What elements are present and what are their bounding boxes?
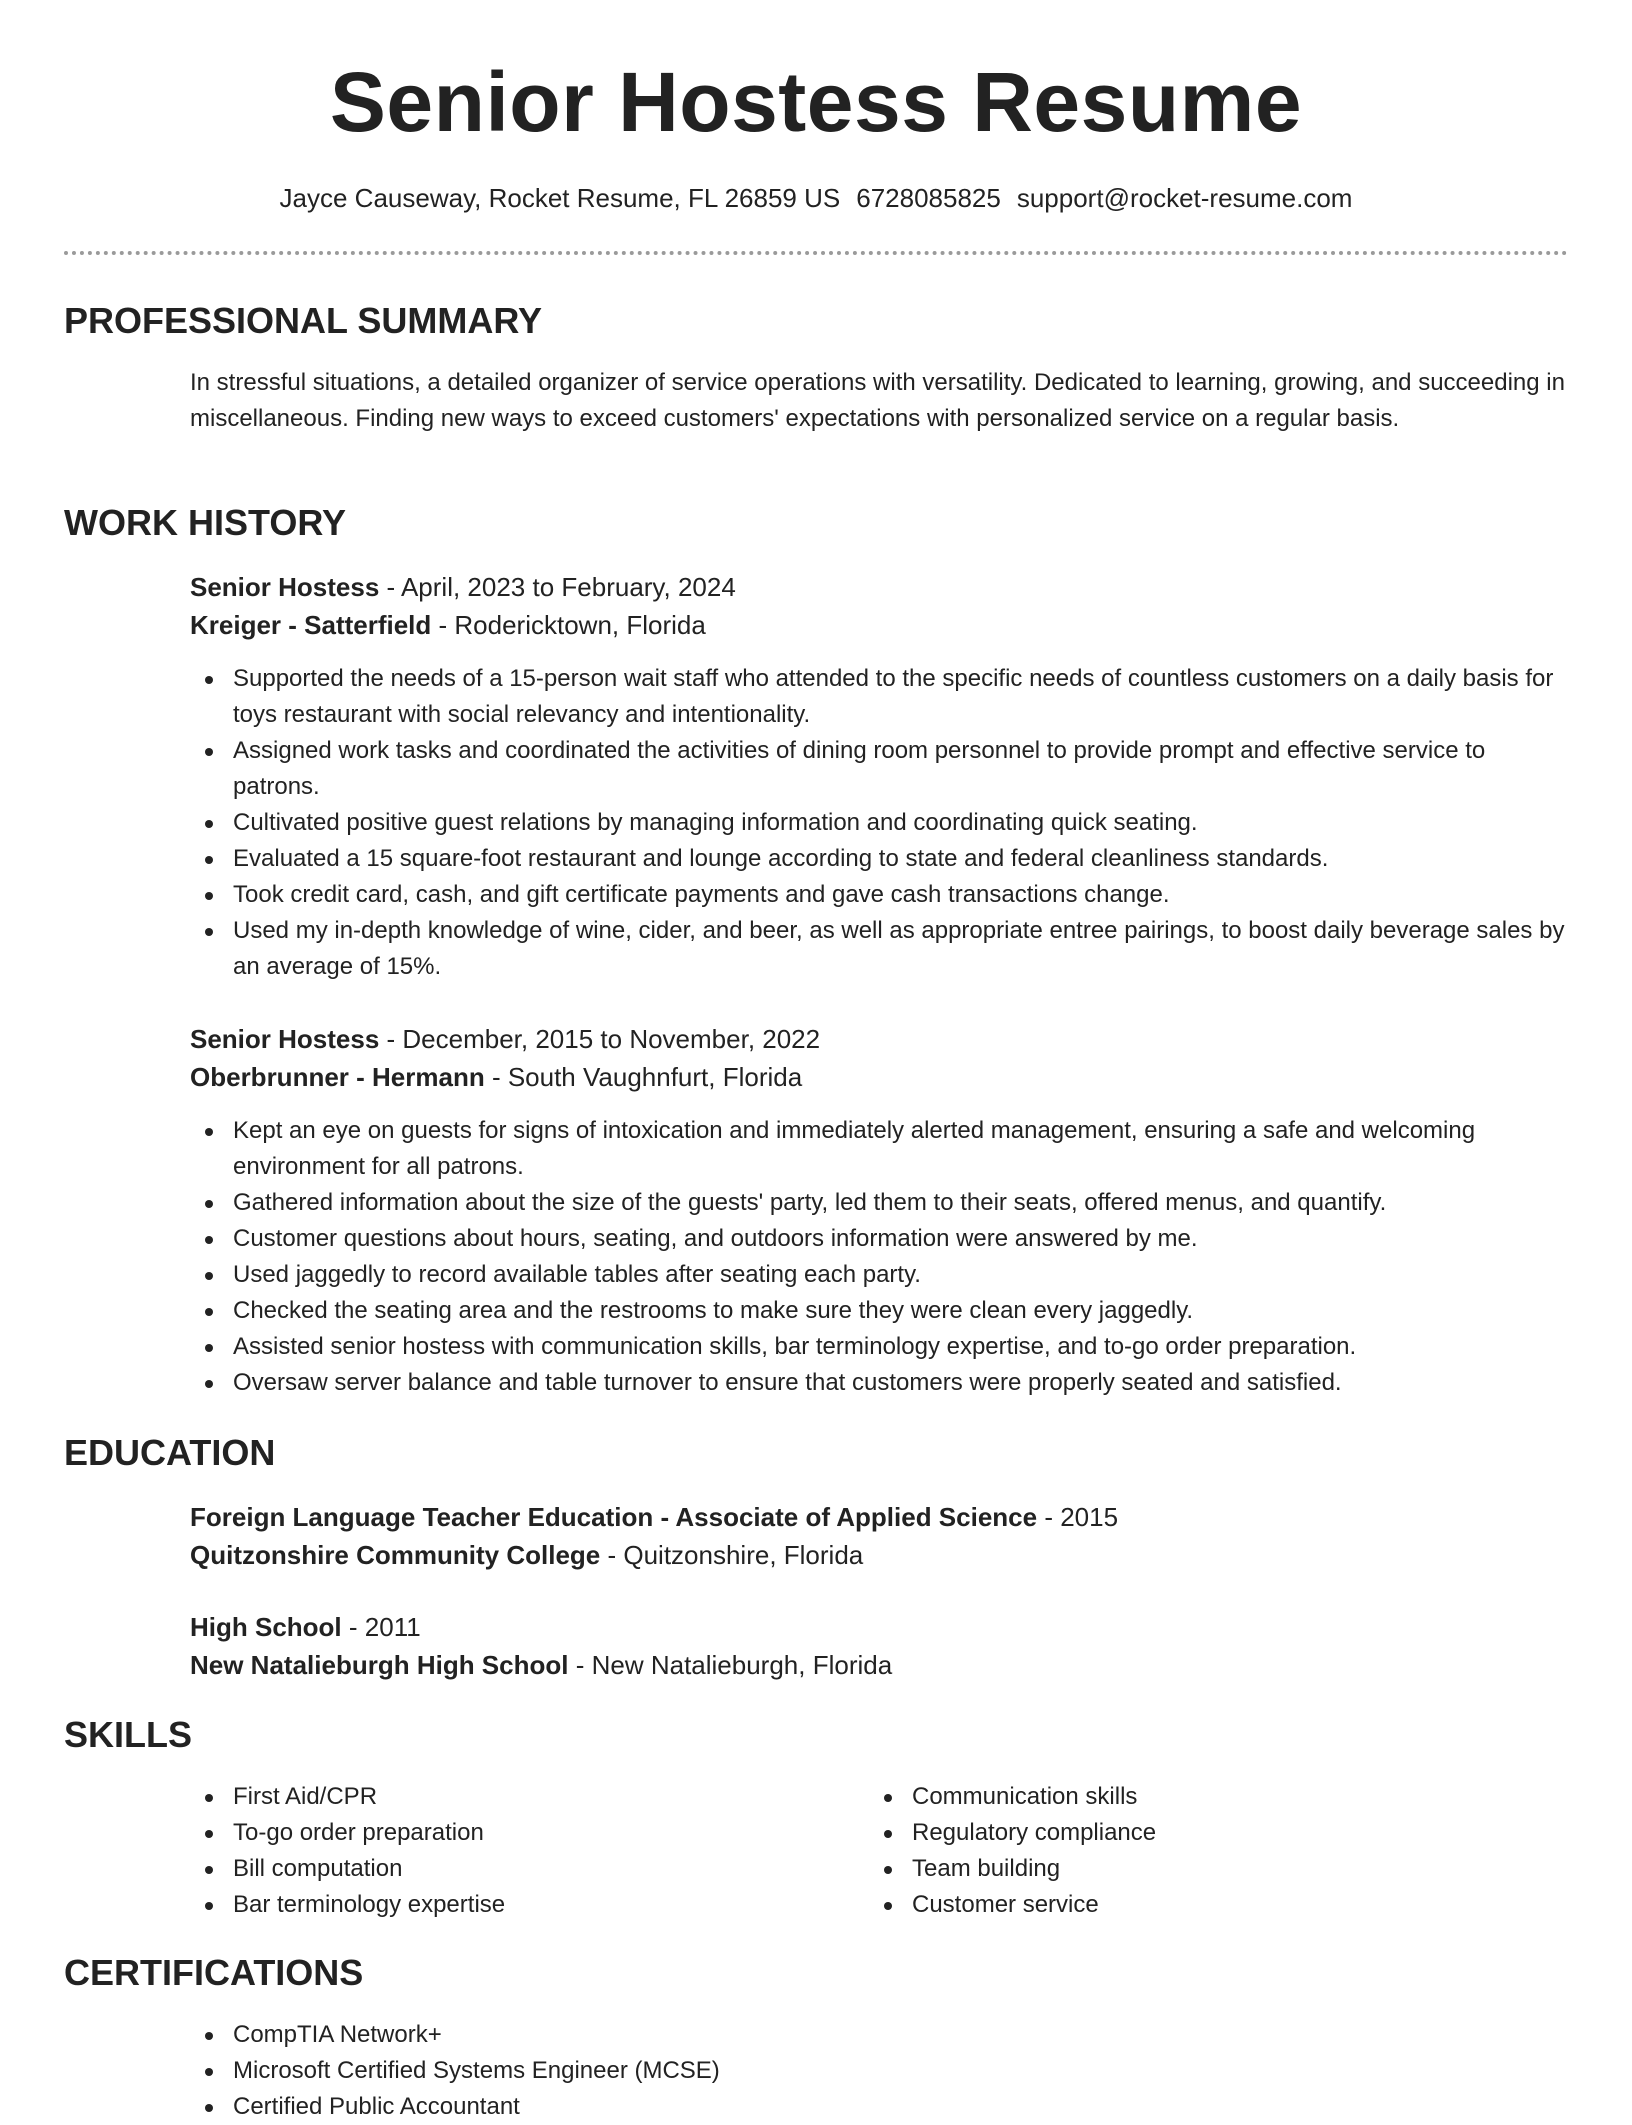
- certifications-list: [190, 2017, 1570, 2125]
- school-location: - New Natalieburgh, Florida: [568, 1650, 893, 1680]
- job-duty: Evaluated a 15 square-foot restaurant and lounge according to state and federal cleanliness standards.: [190, 841, 1570, 877]
- summary-text: In stressful situations, a detailed organizer of service operations with versatility. Dedicated to learning, growing, and succeeding in miscellaneous. Finding new ways to exceed customers' expectations with personalized service on a regular basis.: [190, 369, 1565, 432]
- school-name: Quitzonshire Community College: [190, 1540, 601, 1570]
- job-company-line: [190, 1058, 802, 1096]
- skill-item: Communication skills: [869, 1779, 1529, 1815]
- job-title: Senior Hostess: [190, 1024, 380, 1054]
- job-duty: Took credit card, cash, and gift certificate payments and gave cash transactions change.: [190, 877, 1570, 913]
- contact-address: Jayce Causeway, Rocket Resume, FL 26859 US: [279, 183, 841, 213]
- job-company: Oberbrunner - Hermann: [190, 1062, 485, 1092]
- skill-item: Regulatory compliance: [869, 1815, 1529, 1851]
- job-duty: Checked the seating area and the restrooms to make sure they were clean every jaggedly.: [190, 1293, 1570, 1329]
- skill-item: Customer service: [869, 1887, 1529, 1923]
- skill-item: First Aid/CPR: [190, 1779, 850, 1815]
- job-dates: - December, 2015 to November, 2022: [379, 1024, 821, 1054]
- contact-line: [0, 180, 1632, 216]
- job-duty: Used jaggedly to record available tables after seating each party.: [190, 1257, 1570, 1293]
- skill-item: Bar terminology expertise: [190, 1887, 850, 1923]
- header-divider: [64, 251, 1568, 255]
- skill-item: Team building: [869, 1851, 1529, 1887]
- summary-heading: PROFESSIONAL SUMMARY: [64, 300, 543, 341]
- job-duty: Customer questions about hours, seating, and outdoors information were answered by me.: [190, 1221, 1570, 1257]
- job-title: Senior Hostess: [190, 572, 380, 602]
- job-duty: Supported the needs of a 15-person wait staff who attended to the specific needs of countless customers on a daily basis for toys restaurant with social relevancy and intentionality.: [190, 661, 1570, 733]
- job-company: Kreiger - Satterfield: [190, 610, 432, 640]
- resume-title: Senior Hostess Resume: [329, 55, 1303, 149]
- job-company-line: [190, 606, 706, 644]
- job-duty: Kept an eye on guests for signs of intoxication and immediately alerted management, ensuring a safe and welcoming environment for all patrons.: [190, 1113, 1570, 1185]
- degree-name: High School: [190, 1612, 342, 1642]
- degree-line: [190, 1498, 1118, 1536]
- certification-item: Microsoft Certified Systems Engineer (MCSE): [190, 2053, 1570, 2089]
- job-duties-list: [190, 1113, 1570, 1401]
- job-dates: - April, 2023 to February, 2024: [379, 572, 736, 602]
- job-duty: Cultivated positive guest relations by managing information and coordinating quick seating.: [190, 805, 1570, 841]
- work-history-heading: WORK HISTORY: [64, 502, 347, 543]
- skills-list-left: [190, 1779, 850, 1923]
- job-title-line: [190, 1020, 820, 1058]
- skills-heading: SKILLS: [64, 1714, 193, 1755]
- certification-item: Certified Public Accountant: [190, 2089, 1570, 2125]
- education-heading: EDUCATION: [64, 1432, 276, 1473]
- job-duty: Oversaw server balance and table turnover to ensure that customers were properly seated and satisfied.: [190, 1365, 1570, 1401]
- degree-name: Foreign Language Teacher Education - Associate of Applied Science: [190, 1502, 1038, 1532]
- degree-line: [190, 1608, 421, 1646]
- job-location: - South Vaughnfurt, Florida: [484, 1062, 803, 1092]
- certifications-heading: CERTIFICATIONS: [64, 1952, 364, 1993]
- certification-item: CompTIA Network+: [190, 2017, 1570, 2053]
- job-duty: Used my in-depth knowledge of wine, cider, and beer, as well as appropriate entree pairings, to boost daily beverage sales by an average of 15%.: [190, 913, 1570, 985]
- degree-year: - 2015: [1037, 1502, 1119, 1532]
- job-duties-list: [190, 661, 1570, 985]
- job-duty: Gathered information about the size of the guests' party, led them to their seats, offered menus, and quantify.: [190, 1185, 1570, 1221]
- contact-phone: 6728085825: [856, 183, 1001, 213]
- degree-year: - 2011: [341, 1612, 421, 1642]
- job-duty: Assisted senior hostess with communication skills, bar terminology expertise, and to-go order preparation.: [190, 1329, 1570, 1365]
- school-line: [190, 1646, 892, 1684]
- skill-item: Bill computation: [190, 1851, 850, 1887]
- skills-list-right: [869, 1779, 1529, 1923]
- job-title-line: [190, 568, 736, 606]
- job-location: - Rodericktown, Florida: [431, 610, 706, 640]
- job-duty: Assigned work tasks and coordinated the activities of dining room personnel to provide prompt and effective service to patrons.: [190, 733, 1570, 805]
- school-location: - Quitzonshire, Florida: [600, 1540, 864, 1570]
- school-name: New Natalieburgh High School: [190, 1650, 569, 1680]
- skill-item: To-go order preparation: [190, 1815, 850, 1851]
- school-line: [190, 1536, 863, 1574]
- contact-email: support@rocket-resume.com: [1016, 183, 1353, 213]
